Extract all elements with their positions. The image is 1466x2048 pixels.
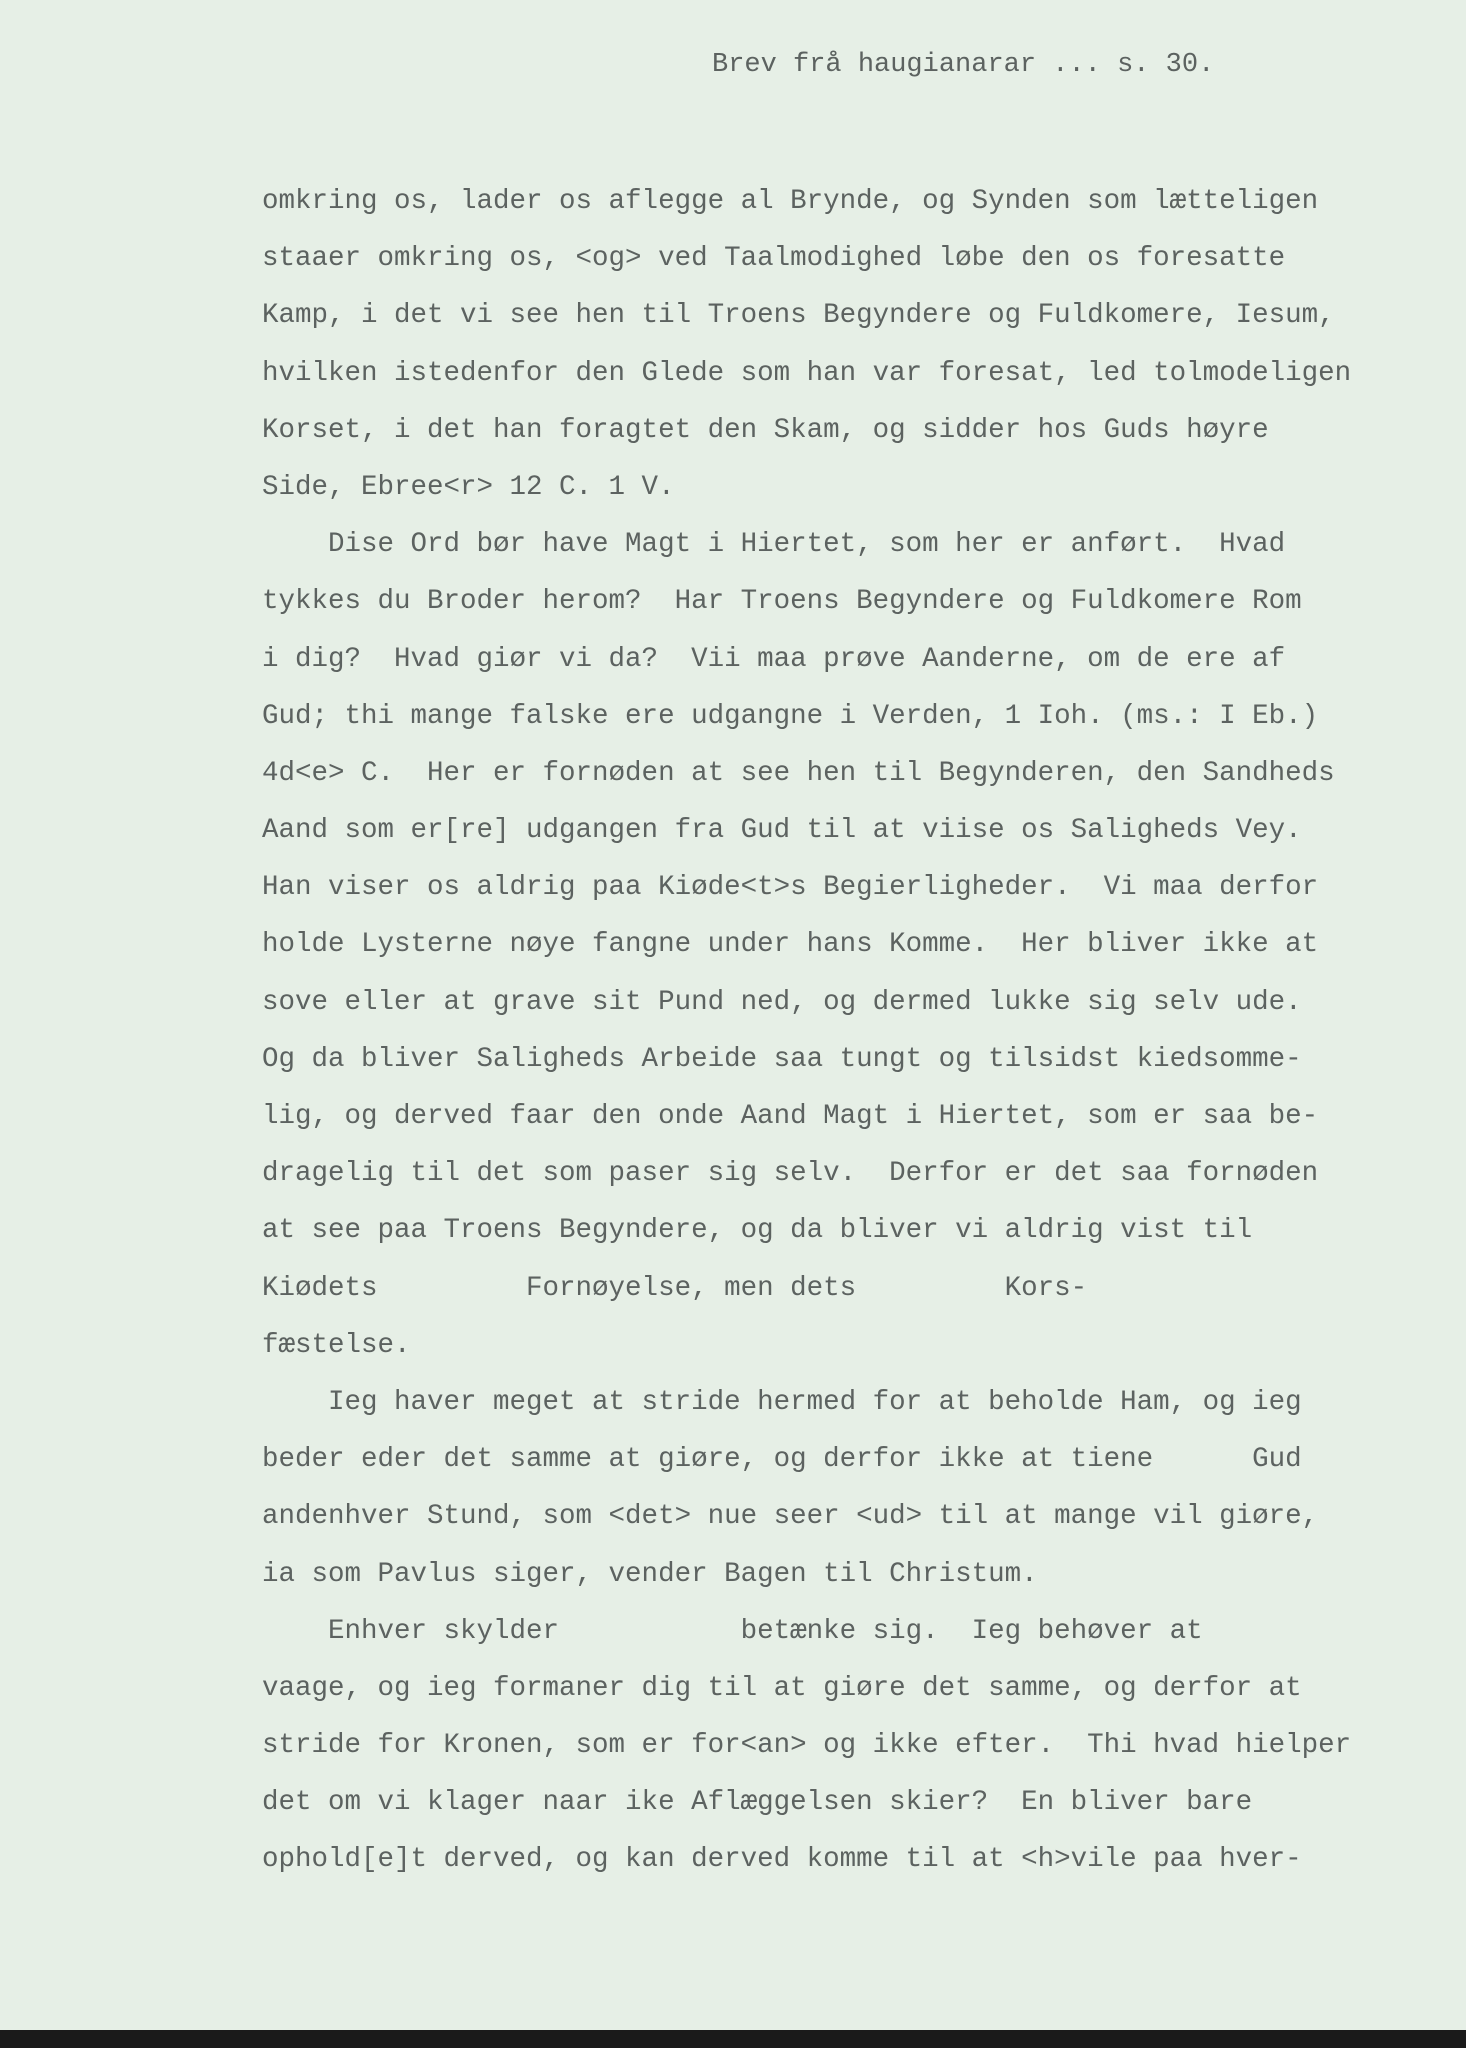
text-line: at see paa Troens Begyndere, og da bliver vi aldrig vist til — [262, 1215, 1253, 1247]
page-header: Brev frå haugianarar ... s. 30. — [712, 50, 1215, 80]
text-line: Han viser os aldrig paa Kiøde<t>s Begierligheder. Vi maa derfor — [262, 872, 1319, 904]
text-line: ia som Pavlus siger, vender Bagen til Christum. — [262, 1558, 1038, 1590]
text-line: Kiødets Fornøyelse, men dets Kors- — [262, 1272, 1088, 1304]
text-line: lig, og derved faar den onde Aand Magt i Hiertet, som er saa be- — [262, 1101, 1319, 1132]
text-line: det om vi klager naar ike Aflæggelsen skier? En bliver bare — [262, 1787, 1253, 1819]
text-line: Aand som er[re] udgangen fra Gud til at viise os Saligheds Vey. — [262, 815, 1302, 847]
text-line: vaage, og ieg formaner dig til at giøre det samme, og derfor at — [262, 1672, 1302, 1704]
text-line: Gud; thi mange falske ere udgangne i Verden, 1 Ioh. (ms.: I Eb.) — [262, 700, 1319, 732]
scan-border — [0, 2030, 1466, 2048]
text-line: fæstelse. — [262, 1329, 411, 1361]
letter-body — [262, 173, 1432, 1889]
text-line: hvilken istedenfor den Glede som han var foresat, led tolmodeligen — [262, 357, 1352, 389]
text-line: i dig? Hvad giør vi da? Vii maa prøve Aanderne, om de ere af — [262, 643, 1286, 675]
text-line: Enhver skylder betænke sig. Ieg behøver at — [262, 1615, 1203, 1647]
text-line: 4d<e> C. Her er fornøden at see hen til Begynderen, den Sandheds — [262, 757, 1335, 789]
text-line: omkring os, lader os aflegge al Brynde, og Synden som lætteligen — [262, 186, 1319, 217]
text-line: dragelig til det som paser sig selv. Derfor er det saa fornøden — [262, 1158, 1319, 1190]
text-line: staaer omkring os, <og> ved Taalmodighed løbe den os foresatte — [262, 243, 1286, 275]
text-line: sove eller at grave sit Pund ned, og dermed lukke sig selv ude. — [262, 986, 1302, 1018]
text-line: andenhver Stund, som <det> nue seer <ud> til at mange vil giøre, — [262, 1501, 1319, 1533]
text-line: ophold[e]t derved, og kan derved komme til at <h>vile paa hver- — [262, 1844, 1302, 1876]
text-line: Kamp, i det vi see hen til Troens Begyndere og Fuldkomere, Iesum, — [262, 300, 1335, 332]
text-line: Og da bliver Saligheds Arbeide saa tungt og tilsidst kiedsomme- — [262, 1043, 1302, 1075]
text-line: Ieg haver meget at stride hermed for at beholde Ham, og ieg — [262, 1386, 1302, 1418]
text-line: holde Lysterne nøye fangne under hans Komme. Her bliver ikke at — [262, 929, 1319, 961]
text-line: stride for Kronen, som er for<an> og ikke efter. Thi hvad hielper — [262, 1730, 1352, 1762]
text-line: Korset, i det han foragtet den Skam, og sidder hos Guds høyre — [262, 414, 1269, 446]
text-line: Side, Ebree<r> 12 C. 1 V. — [262, 471, 675, 503]
text-line: tykkes du Broder herom? Har Troens Begyndere og Fuldkomere Rom — [262, 586, 1302, 618]
text-line: beder eder det samme at giøre, og derfor ikke at tiene Gud — [262, 1444, 1302, 1476]
text-line: Dise Ord bør have Magt i Hiertet, som her er anført. Hvad — [262, 529, 1286, 561]
